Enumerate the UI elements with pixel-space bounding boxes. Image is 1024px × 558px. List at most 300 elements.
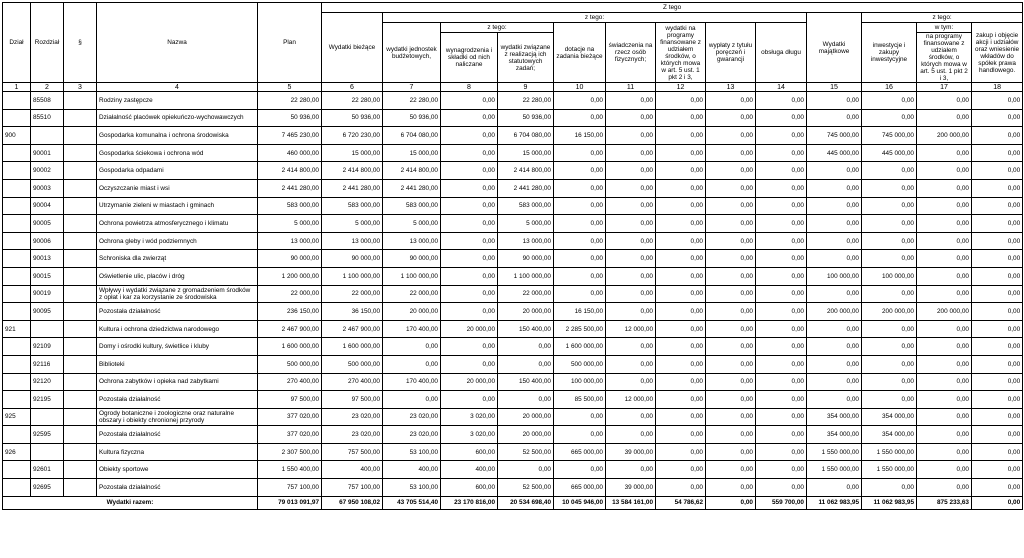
cell-dzial [3,179,31,197]
header-z-tego-top: Z tego [322,3,1023,13]
cell-value: 0,00 [498,338,554,356]
total-cell: 54 786,62 [656,496,706,509]
cell-value: 0,00 [656,338,706,356]
cell-paragraf [64,92,97,110]
cell-value: 0,00 [917,179,972,197]
cell-nazwa: Biblioteki [97,355,258,373]
cell-value: 0,00 [917,320,972,338]
cell-value: 15 000,00 [322,144,383,162]
cell-value: 0,00 [554,144,606,162]
cell-value: 0,00 [972,479,1023,497]
cell-value: 0,00 [554,109,606,127]
cell-rozdzial: 90006 [31,232,64,250]
cell-value: 100 000,00 [862,267,917,285]
cell-rozdzial: 92195 [31,391,64,409]
cell-value: 0,00 [656,461,706,479]
cell-rozdzial [31,127,64,145]
cell-value: 12 000,00 [606,391,656,409]
cell-value: 52 500,00 [498,479,554,497]
cell-value: 0,00 [706,179,756,197]
cell-rozdzial: 85510 [31,109,64,127]
cell-value: 0,00 [972,162,1023,180]
cell-value: 0,00 [383,355,441,373]
cell-value: 0,00 [917,426,972,444]
cell-value: 0,00 [706,479,756,497]
cell-value: 0,00 [756,92,807,110]
column-number-cell: 14 [756,83,807,92]
column-number-cell: 6 [322,83,383,92]
cell-value: 2 414 800,00 [498,162,554,180]
cell-value: 0,00 [972,285,1023,303]
cell-value: 0,00 [554,179,606,197]
cell-rozdzial: 92695 [31,479,64,497]
cell-value: 0,00 [972,250,1023,268]
cell-paragraf [64,232,97,250]
cell-value: 0,00 [441,162,498,180]
cell-value: 0,00 [606,250,656,268]
cell-dzial: 921 [3,320,31,338]
cell-value: 1 600 000,00 [554,338,606,356]
column-number-cell: 12 [656,83,706,92]
table-row [3,232,1023,250]
cell-rozdzial: 90015 [31,267,64,285]
cell-value: 0,00 [441,267,498,285]
header-wynagrodzenia: wynagrodzenia i składki od nich naliczane [441,33,498,83]
cell-rozdzial: 90001 [31,144,64,162]
cell-value: 0,00 [606,232,656,250]
cell-value: 0,00 [917,479,972,497]
cell-value: 0,00 [862,373,917,391]
table-row [3,197,1023,215]
cell-value: 2 414 800,00 [322,162,383,180]
cell-value: 0,00 [441,285,498,303]
table-row [3,215,1023,233]
cell-value: 0,00 [656,426,706,444]
cell-value: 0,00 [862,109,917,127]
column-number-cell: 1 [3,83,31,92]
cell-value: 16 150,00 [554,303,606,321]
cell-value: 0,00 [656,215,706,233]
total-cell: 10 045 946,00 [554,496,606,509]
cell-value: 0,00 [807,285,862,303]
cell-value: 0,00 [862,179,917,197]
cell-value: 0,00 [756,250,807,268]
table-row [3,179,1023,197]
cell-value: 5 000,00 [498,215,554,233]
cell-rozdzial: 92116 [31,355,64,373]
cell-value: 0,00 [498,391,554,409]
cell-paragraf [64,127,97,145]
cell-nazwa: Pozostała działalność [97,479,258,497]
cell-value: 0,00 [862,250,917,268]
cell-value: 0,00 [383,338,441,356]
cell-value: 0,00 [917,232,972,250]
table-row [3,109,1023,127]
cell-value: 0,00 [807,250,862,268]
cell-value: 0,00 [972,373,1023,391]
cell-value: 20 000,00 [441,373,498,391]
cell-value: 0,00 [807,391,862,409]
cell-value: 0,00 [917,285,972,303]
cell-value: 2 414 800,00 [258,162,322,180]
header-inwestycje: inwestycje i zakupy inwestycyjne [862,23,917,83]
cell-value: 0,00 [441,232,498,250]
table-row [3,426,1023,444]
total-cell: 20 534 698,40 [498,496,554,509]
cell-value: 97 500,00 [322,391,383,409]
header-z-tego-majatkowe: z tego: [862,13,1023,23]
cell-value: 90 000,00 [383,250,441,268]
cell-value: 0,00 [756,179,807,197]
cell-value: 236 150,00 [258,303,322,321]
cell-value: 400,00 [383,461,441,479]
cell-value: 0,00 [606,215,656,233]
cell-value: 0,00 [656,391,706,409]
cell-value: 0,00 [606,179,656,197]
cell-nazwa: Ogrody botaniczne i zoologiczne oraz naturalne obszary i obiekty chronionej przyrody [97,408,258,426]
cell-value: 0,00 [606,162,656,180]
cell-value: 0,00 [756,127,807,145]
cell-value: 0,00 [554,267,606,285]
cell-value: 0,00 [756,408,807,426]
cell-value: 665 000,00 [554,443,606,461]
cell-value: 0,00 [917,267,972,285]
cell-value: 0,00 [862,355,917,373]
cell-value: 0,00 [917,197,972,215]
column-number-cell: 5 [258,83,322,92]
cell-value: 200 000,00 [917,303,972,321]
cell-dzial [3,215,31,233]
cell-value: 0,00 [706,232,756,250]
cell-value: 0,00 [554,408,606,426]
cell-value: 0,00 [756,303,807,321]
cell-value: 23 020,00 [383,408,441,426]
table-row [3,320,1023,338]
table-row [3,285,1023,303]
cell-value: 20 000,00 [498,303,554,321]
cell-value: 0,00 [972,408,1023,426]
cell-value: 13 000,00 [258,232,322,250]
cell-value: 200 000,00 [862,303,917,321]
cell-value: 354 000,00 [862,408,917,426]
column-number-row [3,83,1023,92]
cell-paragraf [64,391,97,409]
cell-value: 0,00 [656,162,706,180]
cell-paragraf [64,197,97,215]
cell-value: 0,00 [656,92,706,110]
cell-value: 0,00 [917,355,972,373]
cell-nazwa: Kultura i ochrona dziedzictwa narodowego [97,320,258,338]
cell-paragraf [64,479,97,497]
cell-nazwa: Ochrona gleby i wód podziemnych [97,232,258,250]
cell-value: 0,00 [498,461,554,479]
cell-nazwa: Oczyszczanie miast i wsi [97,179,258,197]
cell-value: 0,00 [756,267,807,285]
cell-value: 13 000,00 [383,232,441,250]
cell-value: 0,00 [554,426,606,444]
cell-value: 2 414 800,00 [383,162,441,180]
header-plan: Plan [258,3,322,83]
cell-value: 0,00 [554,461,606,479]
cell-dzial [3,479,31,497]
cell-value: 53 100,00 [383,443,441,461]
cell-value: 23 020,00 [322,408,383,426]
cell-value: 0,00 [441,355,498,373]
cell-dzial [3,355,31,373]
cell-paragraf [64,355,97,373]
cell-value: 0,00 [706,408,756,426]
cell-value: 0,00 [498,355,554,373]
cell-paragraf [64,179,97,197]
cell-paragraf [64,443,97,461]
header-wydatki-biezace: Wydatki bieżące [322,13,383,83]
cell-value: 52 500,00 [498,443,554,461]
cell-value: 0,00 [862,215,917,233]
cell-value: 1 200 000,00 [258,267,322,285]
cell-value: 0,00 [972,426,1023,444]
cell-value: 0,00 [656,355,706,373]
cell-nazwa: Gospodarka odpadami [97,162,258,180]
cell-dzial [3,267,31,285]
cell-value: 757 100,00 [322,479,383,497]
cell-value: 16 150,00 [554,127,606,145]
cell-value: 20 000,00 [498,408,554,426]
cell-value: 2 467 900,00 [322,320,383,338]
cell-value: 445 000,00 [862,144,917,162]
cell-value: 583 000,00 [498,197,554,215]
cell-nazwa: Wpływy i wydatki związane z gromadzeniem środków z opłat i kar za korzystanie ze środowiska [97,285,258,303]
cell-value: 2 441 280,00 [498,179,554,197]
cell-value: 20 000,00 [441,320,498,338]
cell-value: 0,00 [807,92,862,110]
cell-value: 0,00 [706,144,756,162]
cell-value: 100 000,00 [807,267,862,285]
column-number-cell: 18 [972,83,1023,92]
cell-value: 0,00 [606,267,656,285]
cell-paragraf [64,303,97,321]
cell-value: 0,00 [807,338,862,356]
cell-value: 745 000,00 [862,127,917,145]
cell-value: 400,00 [441,461,498,479]
cell-paragraf [64,426,97,444]
table-row [3,408,1023,426]
cell-value: 2 467 900,00 [258,320,322,338]
cell-value: 39 000,00 [606,479,656,497]
cell-value: 0,00 [656,408,706,426]
cell-nazwa: Pozostała działalność [97,391,258,409]
cell-value: 0,00 [756,144,807,162]
cell-value: 3 020,00 [441,408,498,426]
header-z-tego-jednostek: z tego: [441,23,554,33]
cell-value: 0,00 [554,162,606,180]
cell-paragraf [64,373,97,391]
cell-dzial [3,250,31,268]
cell-value: 0,00 [656,127,706,145]
column-number-cell: 2 [31,83,64,92]
cell-value: 0,00 [656,109,706,127]
cell-dzial [3,232,31,250]
cell-value: 13 000,00 [498,232,554,250]
cell-value: 0,00 [706,162,756,180]
header-akcje: zakup i objęcie akcji i udziałów oraz wniesienie wkładów do spółek prawa handlowego. [972,23,1023,83]
cell-rozdzial: 90003 [31,179,64,197]
cell-value: 0,00 [656,320,706,338]
cell-value: 0,00 [656,479,706,497]
cell-value: 0,00 [554,232,606,250]
budget-expenditure-table [2,2,1023,510]
table-header [3,3,1023,92]
column-number-cell: 15 [807,83,862,92]
cell-value: 0,00 [862,285,917,303]
cell-dzial [3,92,31,110]
column-number-cell: 7 [383,83,441,92]
cell-value: 0,00 [554,197,606,215]
cell-value: 0,00 [706,197,756,215]
cell-value: 0,00 [756,338,807,356]
cell-value: 0,00 [917,408,972,426]
cell-value: 583 000,00 [383,197,441,215]
cell-value: 0,00 [441,303,498,321]
cell-value: 0,00 [972,461,1023,479]
cell-value: 0,00 [441,92,498,110]
cell-paragraf [64,461,97,479]
cell-value: 2 285 500,00 [554,320,606,338]
cell-value: 0,00 [862,391,917,409]
cell-value: 0,00 [606,285,656,303]
header-programy-majatkowe: na programy finansowane z udziałem środków, o których mowa w art. 5 ust. 1 pkt 2 i 3, [917,33,972,83]
cell-value: 377 020,00 [258,408,322,426]
cell-value: 0,00 [862,92,917,110]
cell-value: 0,00 [606,338,656,356]
cell-value: 0,00 [706,127,756,145]
column-number-cell: 8 [441,83,498,92]
cell-nazwa: Gospodarka ściekowa i ochrona wód [97,144,258,162]
table-row [3,127,1023,145]
cell-value: 0,00 [862,338,917,356]
cell-value: 600,00 [441,443,498,461]
cell-value: 0,00 [917,338,972,356]
cell-value: 0,00 [706,267,756,285]
cell-value: 1 550 000,00 [807,461,862,479]
cell-value: 0,00 [756,197,807,215]
header-z-tego-biezace: z tego: [383,13,807,23]
cell-value: 0,00 [917,250,972,268]
cell-value: 0,00 [862,479,917,497]
header-nazwa: Nazwa [97,3,258,83]
cell-value: 50 936,00 [258,109,322,127]
cell-rozdzial: 85508 [31,92,64,110]
cell-value: 0,00 [917,215,972,233]
cell-value: 200 000,00 [917,127,972,145]
cell-value: 85 500,00 [554,391,606,409]
cell-value: 445 000,00 [807,144,862,162]
cell-value: 0,00 [656,285,706,303]
column-number-cell: 10 [554,83,606,92]
cell-value: 0,00 [807,232,862,250]
cell-value: 0,00 [756,162,807,180]
cell-value: 0,00 [807,197,862,215]
cell-value: 150 400,00 [498,373,554,391]
cell-value: 0,00 [862,162,917,180]
cell-value: 0,00 [917,373,972,391]
column-number-cell: 4 [97,83,258,92]
cell-nazwa: Rodziny zastępcze [97,92,258,110]
cell-value: 1 100 000,00 [498,267,554,285]
table-row [3,250,1023,268]
cell-value: 0,00 [756,461,807,479]
cell-nazwa: Ochrona zabytków i opieka nad zabytkami [97,373,258,391]
cell-value: 0,00 [807,373,862,391]
cell-value: 5 000,00 [322,215,383,233]
cell-value: 0,00 [706,285,756,303]
cell-dzial [3,144,31,162]
total-cell: 11 062 983,95 [862,496,917,509]
cell-value: 2 441 280,00 [322,179,383,197]
cell-value: 0,00 [656,373,706,391]
cell-rozdzial: 92601 [31,461,64,479]
cell-value: 0,00 [441,144,498,162]
cell-value: 0,00 [441,338,498,356]
cell-value: 0,00 [606,426,656,444]
budget-table-wrapper [2,2,1023,510]
cell-value: 0,00 [972,338,1023,356]
cell-value: 5 000,00 [383,215,441,233]
cell-value: 23 020,00 [322,426,383,444]
cell-dzial [3,162,31,180]
total-cell: 67 950 108,02 [322,496,383,509]
cell-value: 500 000,00 [258,355,322,373]
cell-value: 0,00 [656,179,706,197]
cell-value: 0,00 [917,109,972,127]
cell-value: 0,00 [656,267,706,285]
cell-value: 0,00 [706,303,756,321]
cell-dzial: 900 [3,127,31,145]
cell-dzial [3,461,31,479]
cell-value: 0,00 [441,250,498,268]
cell-value: 583 000,00 [258,197,322,215]
cell-value: 0,00 [441,127,498,145]
cell-rozdzial [31,443,64,461]
cell-value: 0,00 [606,461,656,479]
cell-value: 0,00 [862,197,917,215]
cell-value: 0,00 [807,215,862,233]
cell-value: 0,00 [972,267,1023,285]
cell-value: 36 150,00 [322,303,383,321]
header-rozdzial: Rozdział [31,3,64,83]
total-cell: 0,00 [972,496,1023,509]
header-dotacje: dotacje na zadania bieżące [554,23,606,83]
cell-value: 0,00 [807,355,862,373]
cell-value: 0,00 [656,443,706,461]
column-number-cell: 11 [606,83,656,92]
cell-dzial [3,338,31,356]
cell-value: 0,00 [656,303,706,321]
cell-value: 22 280,00 [322,92,383,110]
cell-dzial [3,373,31,391]
table-row [3,162,1023,180]
cell-value: 150 400,00 [498,320,554,338]
cell-value: 0,00 [554,215,606,233]
cell-value: 0,00 [606,303,656,321]
cell-value: 5 000,00 [258,215,322,233]
table-row [3,267,1023,285]
cell-value: 0,00 [972,232,1023,250]
cell-nazwa: Schroniska dla zwierząt [97,250,258,268]
cell-value: 354 000,00 [862,426,917,444]
cell-value: 13 000,00 [322,232,383,250]
cell-paragraf [64,109,97,127]
cell-dzial: 925 [3,408,31,426]
